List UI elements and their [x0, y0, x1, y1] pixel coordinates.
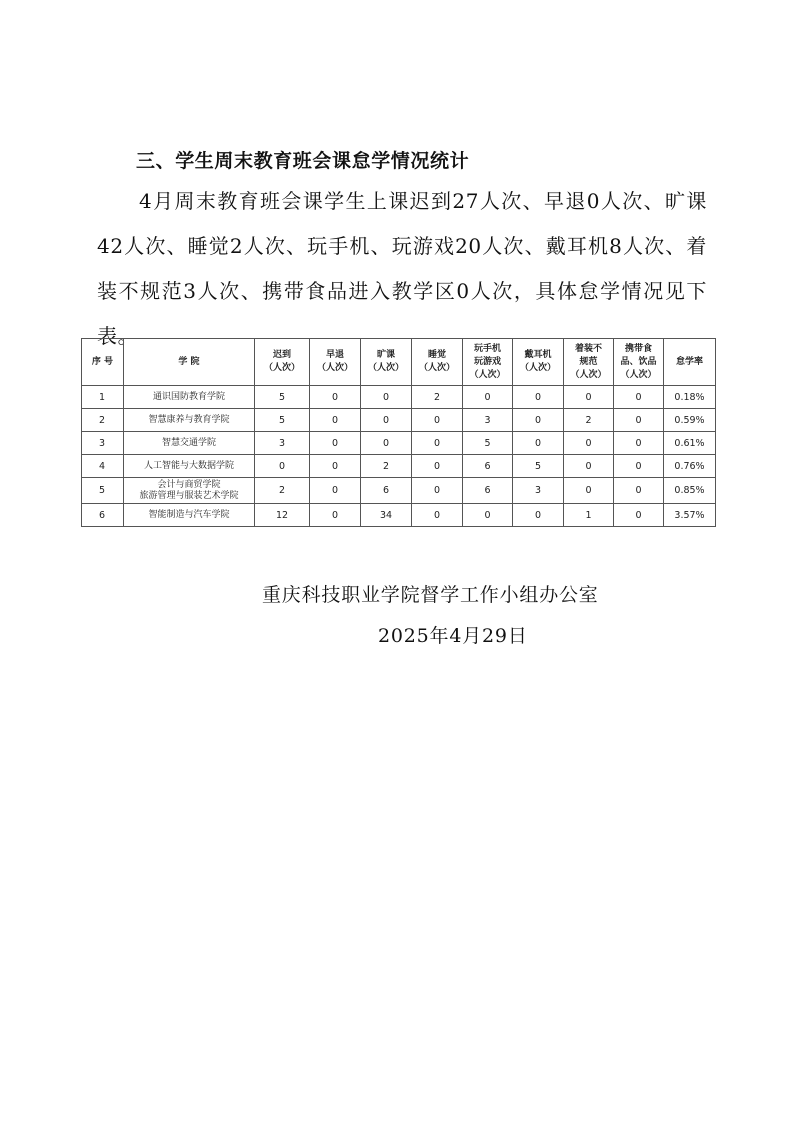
cell-late: 5 — [255, 386, 310, 409]
table-row — [82, 409, 716, 432]
cell-sleeping: 0 — [412, 478, 463, 504]
summary-paragraph: 4月周末教育班会课学生上课迟到27人次、早退0人次、旷课42人次、睡觉2人次、玩手机、玩游戏20人次、戴耳机8人次、着装不规范3人次、携带食品进入教学区0人次，具体怠学情况见下表。 — [97, 189, 707, 348]
cell-earphones: 0 — [513, 504, 564, 527]
table-row — [82, 455, 716, 478]
cell-college: 人工智能与大数据学院 — [124, 455, 255, 478]
table-row — [82, 478, 716, 504]
cell-dress-code: 0 — [564, 386, 614, 409]
cell-college: 智慧交通学院 — [124, 432, 255, 455]
cell-college: 会计与商贸学院 旅游管理与服装艺术学院 — [124, 478, 255, 504]
cell-earphones: 0 — [513, 386, 564, 409]
cell-food: 0 — [614, 455, 664, 478]
cell-absent: 0 — [361, 409, 412, 432]
table-header-row — [82, 339, 716, 386]
cell-college: 通识国防教育学院 — [124, 386, 255, 409]
header-rate: 怠学率 — [664, 339, 716, 386]
cell-phone-games: 3 — [463, 409, 513, 432]
cell-earphones: 5 — [513, 455, 564, 478]
header-dress-code: 着装不 规范 （人次） — [564, 339, 614, 386]
issuing-office: 重庆科技职业学院督学工作小组办公室 — [262, 584, 599, 606]
cell-index: 6 — [82, 504, 124, 527]
cell-rate: 0.85% — [664, 478, 716, 504]
cell-early-leave: 0 — [310, 386, 361, 409]
cell-late: 0 — [255, 455, 310, 478]
cell-dress-code: 2 — [564, 409, 614, 432]
cell-earphones: 0 — [513, 432, 564, 455]
cell-sleeping: 2 — [412, 386, 463, 409]
cell-index: 4 — [82, 455, 124, 478]
header-phone-games: 玩手机 玩游戏 （人次） — [463, 339, 513, 386]
section-heading: 三、学生周末教育班会课怠学情况统计 — [136, 150, 470, 172]
cell-early-leave: 0 — [310, 455, 361, 478]
cell-rate: 3.57% — [664, 504, 716, 527]
table-row — [82, 504, 716, 527]
cell-phone-games: 6 — [463, 455, 513, 478]
cell-earphones: 3 — [513, 478, 564, 504]
cell-early-leave: 0 — [310, 432, 361, 455]
cell-absent: 2 — [361, 455, 412, 478]
cell-food: 0 — [614, 409, 664, 432]
cell-rate: 0.59% — [664, 409, 716, 432]
cell-food: 0 — [614, 432, 664, 455]
issue-date: 2025年4月29日 — [378, 625, 528, 647]
cell-phone-games: 5 — [463, 432, 513, 455]
header-early-leave: 早退 （人次） — [310, 339, 361, 386]
cell-college: 智能制造与汽车学院 — [124, 504, 255, 527]
cell-index: 3 — [82, 432, 124, 455]
truancy-stats-table — [81, 338, 716, 527]
header-index: 序 号 — [82, 339, 124, 386]
cell-dress-code: 0 — [564, 455, 614, 478]
cell-food: 0 — [614, 386, 664, 409]
header-food: 携带食 品、饮品 （人次） — [614, 339, 664, 386]
table-body — [82, 386, 716, 527]
cell-college: 智慧康养与教育学院 — [124, 409, 255, 432]
cell-rate: 0.61% — [664, 432, 716, 455]
header-absent: 旷课 （人次） — [361, 339, 412, 386]
cell-absent: 6 — [361, 478, 412, 504]
header-sleeping: 睡觉 （人次） — [412, 339, 463, 386]
cell-phone-games: 6 — [463, 478, 513, 504]
cell-dress-code: 0 — [564, 478, 614, 504]
cell-sleeping: 0 — [412, 455, 463, 478]
cell-food: 0 — [614, 504, 664, 527]
cell-phone-games: 0 — [463, 386, 513, 409]
cell-absent: 34 — [361, 504, 412, 527]
header-college: 学 院 — [124, 339, 255, 386]
cell-absent: 0 — [361, 432, 412, 455]
cell-earphones: 0 — [513, 409, 564, 432]
table-row — [82, 432, 716, 455]
cell-phone-games: 0 — [463, 504, 513, 527]
cell-early-leave: 0 — [310, 409, 361, 432]
header-earphones: 戴耳机 （人次） — [513, 339, 564, 386]
cell-food: 0 — [614, 478, 664, 504]
cell-rate: 0.76% — [664, 455, 716, 478]
cell-index: 1 — [82, 386, 124, 409]
header-late: 迟到 （人次） — [255, 339, 310, 386]
cell-dress-code: 0 — [564, 432, 614, 455]
cell-sleeping: 0 — [412, 409, 463, 432]
cell-early-leave: 0 — [310, 504, 361, 527]
cell-index: 2 — [82, 409, 124, 432]
table-header — [82, 339, 716, 386]
cell-late: 2 — [255, 478, 310, 504]
cell-absent: 0 — [361, 386, 412, 409]
cell-late: 12 — [255, 504, 310, 527]
cell-early-leave: 0 — [310, 478, 361, 504]
cell-sleeping: 0 — [412, 504, 463, 527]
table-row — [82, 386, 716, 409]
cell-index: 5 — [82, 478, 124, 504]
cell-late: 3 — [255, 432, 310, 455]
cell-dress-code: 1 — [564, 504, 614, 527]
cell-rate: 0.18% — [664, 386, 716, 409]
cell-sleeping: 0 — [412, 432, 463, 455]
cell-late: 5 — [255, 409, 310, 432]
